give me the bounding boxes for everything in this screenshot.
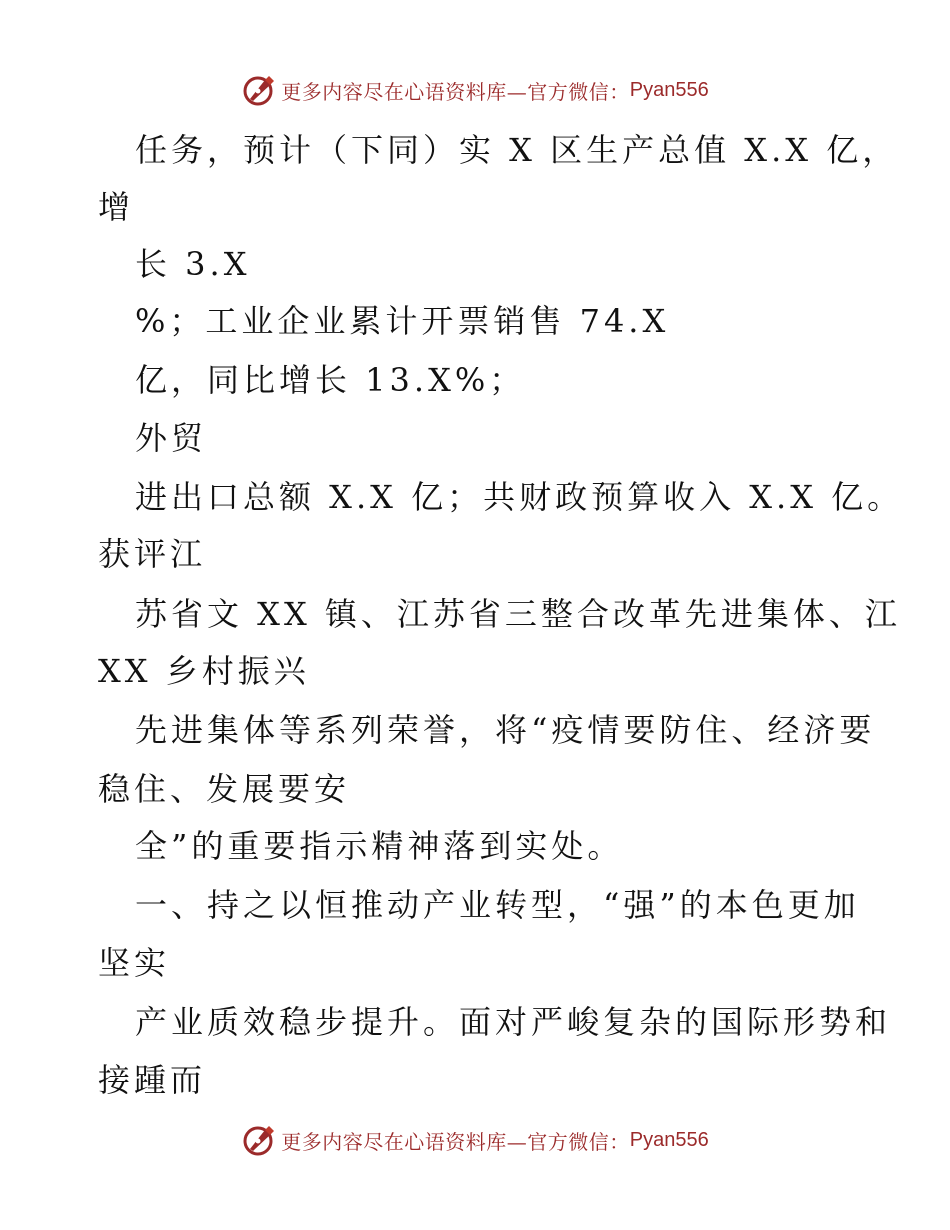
banner-account: Pyan556 [629,1128,709,1151]
body-line: 苏省文 XX 镇、江苏省三整合改革先进集体、江 [135,595,901,633]
body-line: 进出口总额 X.X 亿；共财政预算收入 X.X 亿。 [135,478,904,516]
body-line: 接踵而 [98,1061,207,1099]
body-line: XX 乡村振兴 [98,652,310,690]
body-line: 稳住、发展要安 [98,770,351,808]
body-line: 获评江 [98,535,207,573]
banner-text: 更多内容尽在心语资料库—官方微信： [281,1129,630,1154]
body-line: 任务，预计（下同）实 X 区生产总值 X.X 亿， [135,131,899,169]
pen-nib-logo-icon [241,72,277,108]
body-line: 坚实 [98,944,171,982]
body-line: %；工业企业累计开票销售 74.X [135,302,670,340]
body-line: 一、持之以恒推动产业转型，“强”的本色更加 [135,886,860,924]
body-line: 先进集体等系列荣誉，将“疫情要防住、经济要 [135,711,876,749]
body-line: 产业质效稳步提升。面对严峻复杂的国际形势和 [135,1003,892,1041]
banner-text: 更多内容尽在心语资料库—官方微信： [281,79,630,104]
body-line: 亿，同比增长 13.X%； [135,361,526,399]
pen-nib-logo-icon [241,1122,277,1158]
body-line: 全”的重要指示精神落到实处。 [135,827,624,865]
body-line: 增 [98,188,135,226]
body-line: 外贸 [135,419,208,457]
header-banner [0,70,950,110]
footer-banner [0,1120,950,1160]
banner-account: Pyan556 [629,78,709,101]
body-line: 长 3.X [135,245,251,283]
